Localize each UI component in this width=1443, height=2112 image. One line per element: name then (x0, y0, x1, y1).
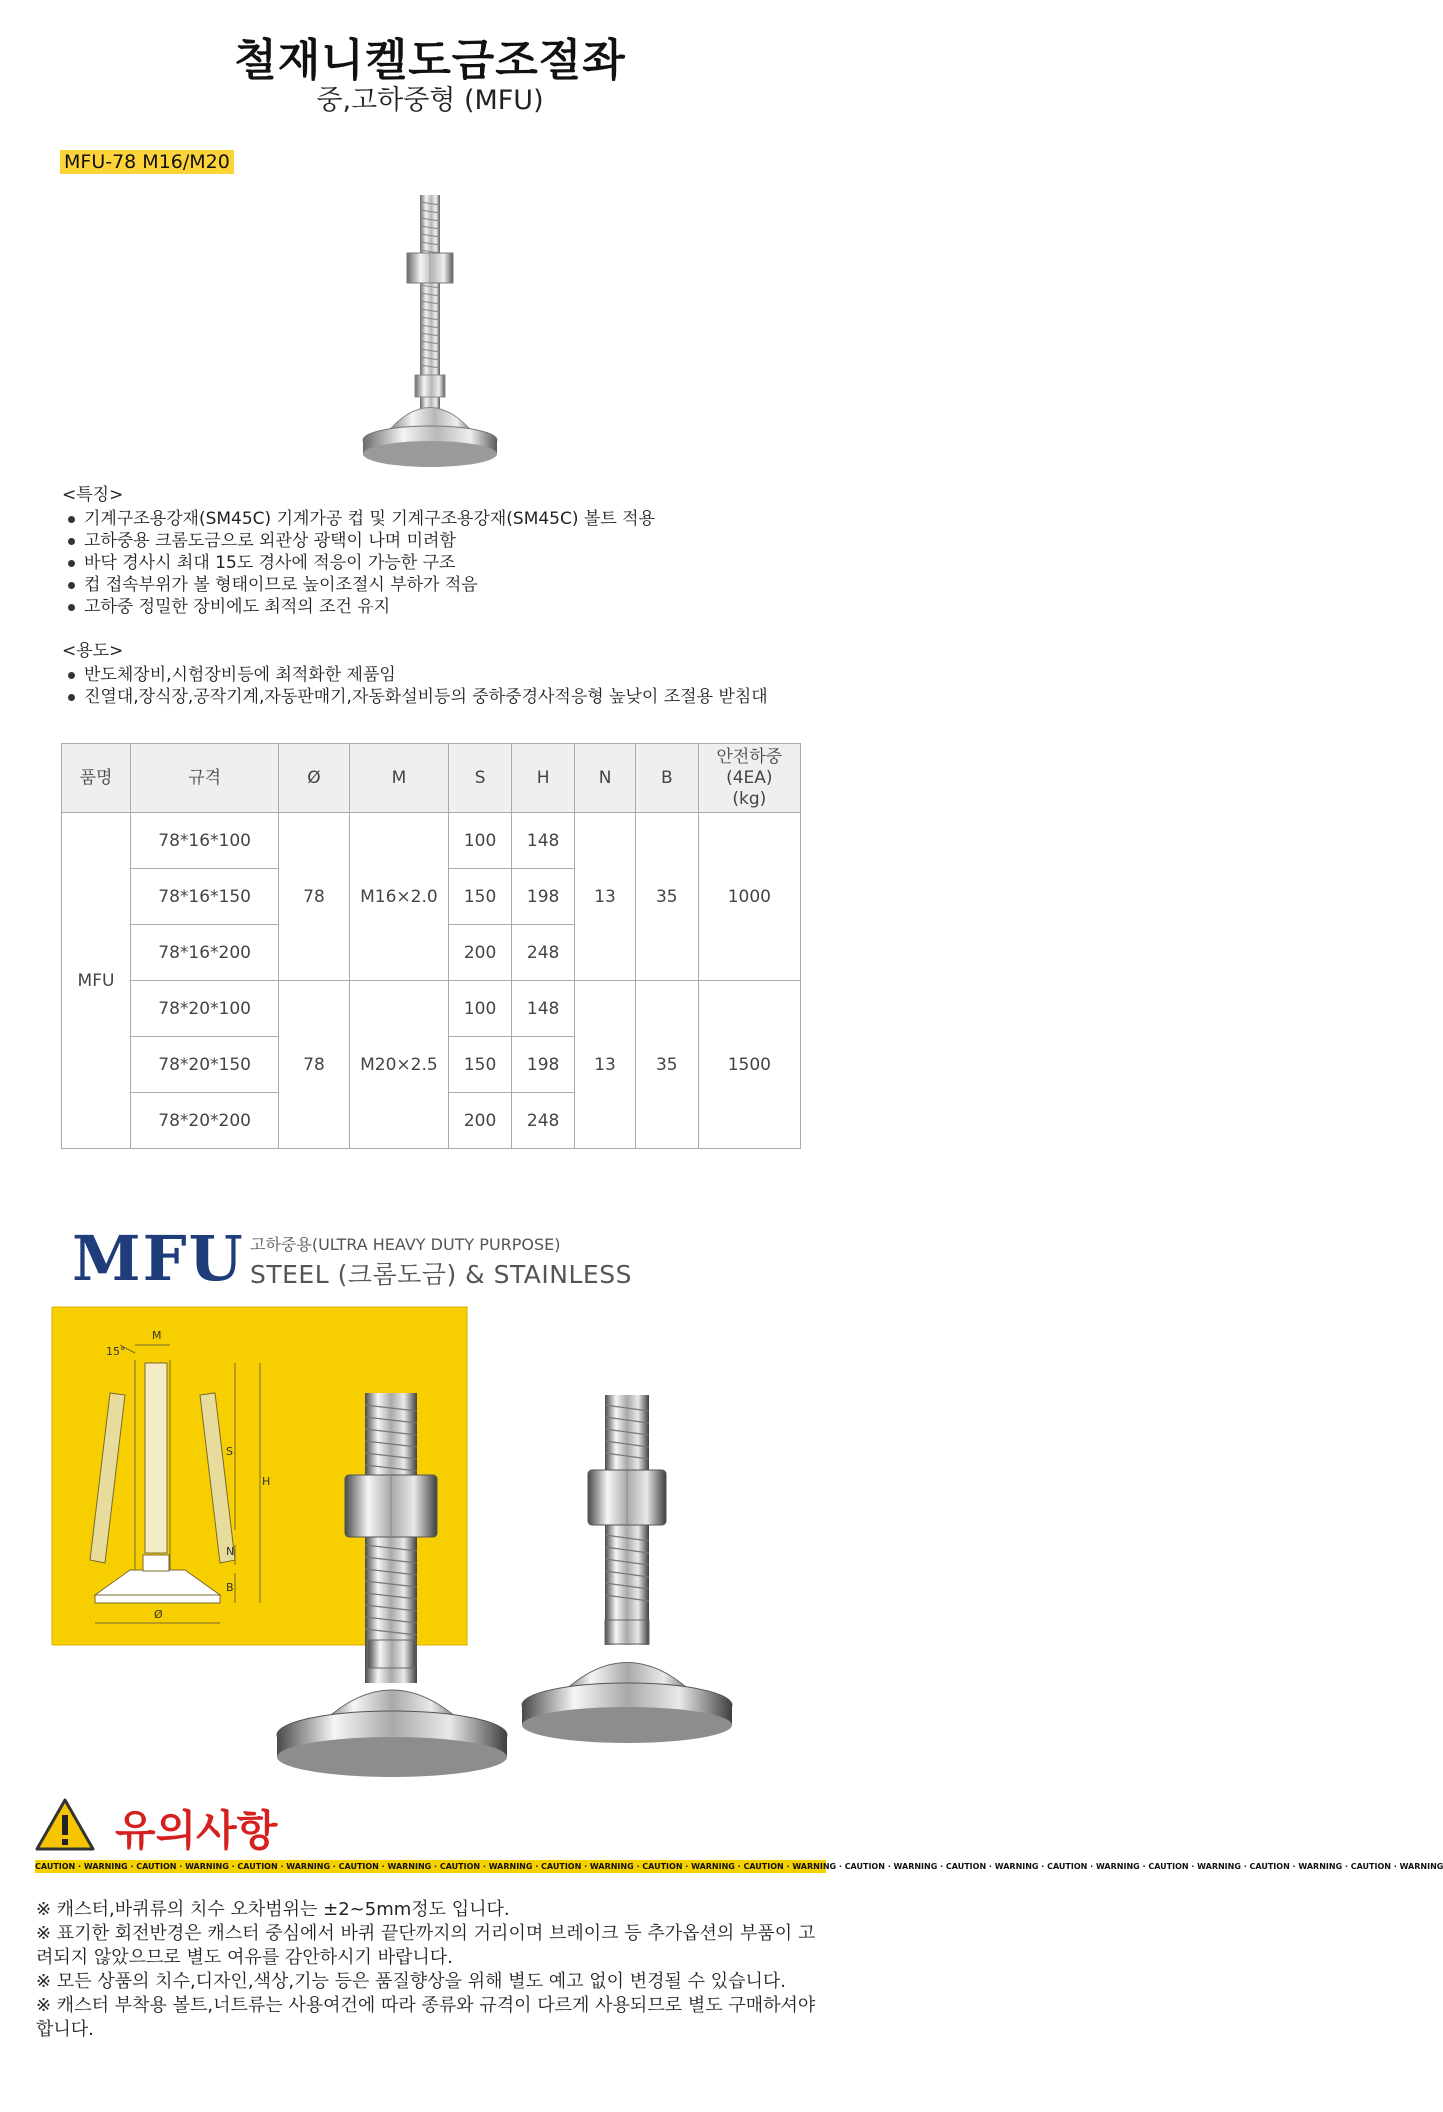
s-cell: 100 (449, 981, 512, 1037)
h-cell: 248 (512, 1093, 575, 1149)
mfu-logo: MFU (72, 1222, 245, 1295)
col-header: 품명 (62, 744, 131, 813)
list-item: 기계구조용강재(SM45C) 기계가공 컵 및 기계구조용강재(SM45C) 볼트 적용 (62, 508, 768, 530)
s-cell: 200 (449, 1093, 512, 1149)
b-cell: 35 (635, 981, 698, 1149)
label-b: B (226, 1581, 234, 1594)
s-cell: 100 (449, 813, 512, 869)
col-header: B (635, 744, 698, 813)
list-item: 고하중용 크롬도금으로 외관상 광택이 나며 미려함 (62, 530, 768, 552)
caution-notes (36, 1898, 826, 2042)
product-diagram (50, 1305, 830, 1805)
n-cell: 13 (575, 981, 636, 1149)
note-item: ※ 캐스터,바퀴류의 치수 오차범위는 ±2~5mm정도 입니다. (36, 1899, 510, 1920)
label-dia: Ø (154, 1608, 163, 1621)
label-h: H (262, 1475, 271, 1488)
spec-cell: 78*20*200 (131, 1093, 279, 1149)
table-header-row (62, 744, 801, 813)
note-item: ※ 표기한 회전반경은 캐스터 중심에서 바퀴 끝단까지의 거리이며 브레이크 등 추가옵션의 부품이 고려되지 않았으므로 별도 여유를 감안하시기 바랍니다. (36, 1923, 816, 1968)
spec-cell: 78*16*200 (131, 925, 279, 981)
h-cell: 198 (512, 869, 575, 925)
spec-cell: 78*16*100 (131, 813, 279, 869)
spec-cell: 78*16*150 (131, 869, 279, 925)
table-row (62, 981, 801, 1037)
usage-list (62, 664, 768, 708)
table-row (62, 813, 801, 869)
s-cell: 150 (449, 869, 512, 925)
h-cell: 198 (512, 1037, 575, 1093)
spec-cell: 78*20*100 (131, 981, 279, 1037)
banner-line2: STEEL (크롬도금) & STAINLESS (250, 1260, 632, 1289)
s-cell: 200 (449, 925, 512, 981)
spec-cell: 78*20*150 (131, 1037, 279, 1093)
col-header-load: 안전하중 (4EA) (kg) (698, 744, 800, 813)
label-n: N (226, 1545, 235, 1558)
n-cell: 13 (575, 813, 636, 981)
col-header: M (349, 744, 448, 813)
features-section (62, 484, 768, 730)
s-cell: 150 (449, 1037, 512, 1093)
col-header: Ø (279, 744, 349, 813)
thread-cell: M16×2.0 (349, 813, 448, 981)
list-item: 진열대,장식장,공작기계,자동판매기,자동화설비등의 중하중경사적응형 높낮이 조절용 받침대 (62, 686, 768, 708)
col-header: N (575, 744, 636, 813)
diameter-cell: 78 (279, 813, 349, 981)
product-name-cell: MFU (62, 813, 131, 1149)
model-tag: MFU-78 M16/M20 (60, 150, 234, 174)
features-list (62, 508, 768, 618)
spec-table (61, 743, 801, 1149)
label-m: M (152, 1329, 162, 1342)
b-cell: 35 (635, 813, 698, 981)
col-header: S (449, 744, 512, 813)
thread-cell: M20×2.5 (349, 981, 448, 1149)
col-header: H (512, 744, 575, 813)
load-cell: 1000 (698, 813, 800, 981)
features-heading: <특징> (62, 485, 124, 505)
list-item: 바닥 경사시 최대 15도 경사에 적응이 가능한 구조 (62, 552, 768, 574)
banner-line1: 고하중용(ULTRA HEAVY DUTY PURPOSE) (250, 1235, 561, 1254)
load-cell: 1500 (698, 981, 800, 1149)
list-item: 고하중 정밀한 장비에도 최적의 조건 유지 (62, 596, 768, 618)
foot-photo-right (522, 1395, 732, 1743)
note-item: ※ 모든 상품의 치수,디자인,색상,기능 등은 품질향상을 위해 별도 예고 없이 변경될 수 있습니다. (36, 1971, 786, 1992)
h-cell: 248 (512, 925, 575, 981)
caution-tape: CAUTION · WARNING · CAUTION · WARNING · CAUTION · WARNING · CAUTION · WARNING · CAUTION · WARNING · CAUTION · WARNING · CAUTION · WARNING · CAUTION · WARNING · CAUTION · WARNING · CAUTION · WARNING · CAUTION · WARNING · CAUTION · WARNING · CAUTION · WARNING · CAUTION · WARNING (35, 1862, 1443, 1871)
label-s: S (226, 1445, 233, 1458)
warning-icon (34, 1797, 96, 1853)
col-header: 규격 (131, 744, 279, 813)
h-cell: 148 (512, 813, 575, 869)
page-subtitle: 중,고하중형 (MFU) (316, 85, 544, 116)
label-angle: 15° (106, 1345, 126, 1358)
diameter-cell: 78 (279, 981, 349, 1149)
usage-heading: <용도> (62, 641, 124, 661)
page-title: 철재니켈도금조절좌 (234, 35, 626, 86)
h-cell: 148 (512, 981, 575, 1037)
caution-title: 유의사항 (115, 1806, 278, 1855)
note-item: ※ 캐스터 부착용 볼트,너트류는 사용여건에 따라 종류와 규격이 다르게 사용되므로 별도 구매하셔야 합니다. (36, 1995, 816, 2040)
list-item: 컵 접속부위가 볼 형태이므로 높이조절시 부하가 적음 (62, 574, 768, 596)
list-item: 반도체장비,시험장비등에 최적화한 제품임 (62, 664, 768, 686)
